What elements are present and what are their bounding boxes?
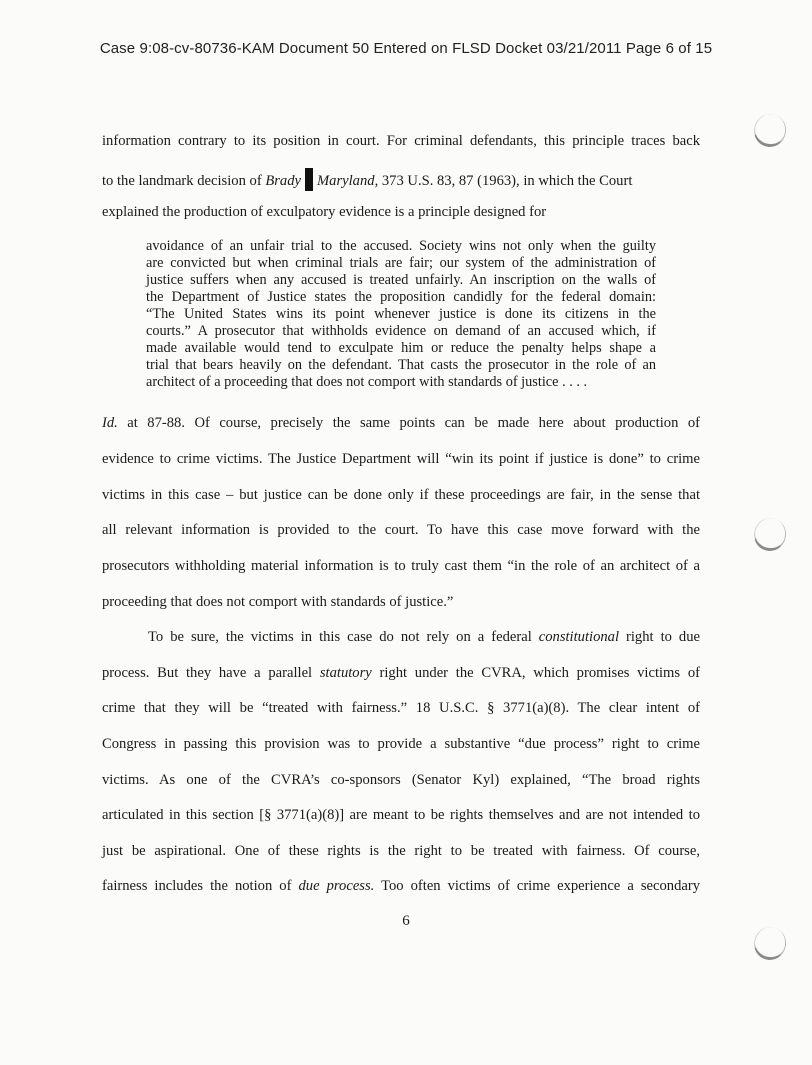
body-line: Id. at 87-88. Of course, precisely the same points can be made here about production of	[102, 415, 700, 431]
block-quote-line: “The United States wins its point whenever justice is done its citizens in the	[146, 306, 656, 322]
block-quote-line: the Department of Justice states the proposition candidly for the federal domain:	[146, 289, 656, 305]
page-number: 6	[402, 913, 410, 929]
block-quote-line: justice suffers when any accused is treated unfairly. An inscription on the walls of	[146, 272, 656, 288]
body-line: prosecutors withholding material information is to truly cast them “in the role of an architect of a	[102, 558, 700, 574]
block-quote-line: made available would tend to exculpate him or reduce the penalty helps shape a	[146, 340, 656, 356]
body-line: evidence to crime victims. The Justice Department will “win its point if justice is done” to crime	[102, 451, 700, 467]
block-quote-line: avoidance of an unfair trial to the accused. Society wins not only when the guilty	[146, 238, 656, 254]
block-quote-line: are convicted but when criminal trials are fair; our system of the administration of	[146, 255, 656, 271]
body-line: to the landmark decision of Brady Maryland, 373 U.S. 83, 87 (1963), in which the Court	[102, 168, 700, 191]
case-name-brady: Brady	[265, 173, 301, 189]
docket-header: Case 9:08-cv-80736-KAM Document 50 Entered on FLSD Docket 03/21/2011 Page 6 of 15	[99, 40, 713, 57]
body-line: victims. As one of the CVRA’s co-sponsors (Senator Kyl) explained, “The broad rights	[102, 772, 700, 788]
body-line: process. But they have a parallel statutory right under the CVRA, which promises victims of	[102, 665, 700, 681]
body-line: proceeding that does not comport with standards of justice.”	[102, 594, 454, 610]
body-line: just be aspirational. One of these rights is the right to be treated with fairness. Of course,	[102, 843, 700, 859]
body-line: crime that they will be “treated with fairness.” 18 U.S.C. § 3771(a)(8). The clear intent of	[102, 700, 700, 716]
body-line: fairness includes the notion of due process. Too often victims of crime experience a secondary	[102, 878, 701, 894]
body-line: Congress in passing this provision was to provide a substantive “due process” right to crime	[102, 736, 700, 752]
case-name-maryland: Maryland	[317, 173, 375, 189]
body-line: victims in this case – but justice can be done only if these proceedings are fair, in the sense that	[102, 487, 700, 503]
body-line: articulated in this section [§ 3771(a)(8)] are meant to be rights themselves and are not intended to	[102, 807, 700, 823]
hole-punch-mark	[750, 514, 789, 554]
block-quote-line: courts.” A prosecutor that withholds evidence on demand of an accused which, if	[146, 323, 656, 339]
body-line: To be sure, the victims in this case do not rely on a federal constitutional right to due	[148, 629, 700, 645]
block-quote-line: trial that bears heavily on the defendant. That casts the prosecutor in the role of an	[146, 357, 656, 373]
block-quote-line: architect of a proceeding that does not comport with standards of justice . . . .	[146, 374, 588, 390]
body-line: all relevant information is provided to the court. To have this case move forward with the	[102, 522, 700, 538]
body-line: explained the production of exculpatory evidence is a principle designed for	[102, 204, 547, 220]
body-line: information contrary to its position in court. For criminal defendants, this principle traces back	[102, 133, 700, 149]
hole-punch-mark	[750, 110, 789, 150]
redaction-bar	[305, 168, 313, 191]
